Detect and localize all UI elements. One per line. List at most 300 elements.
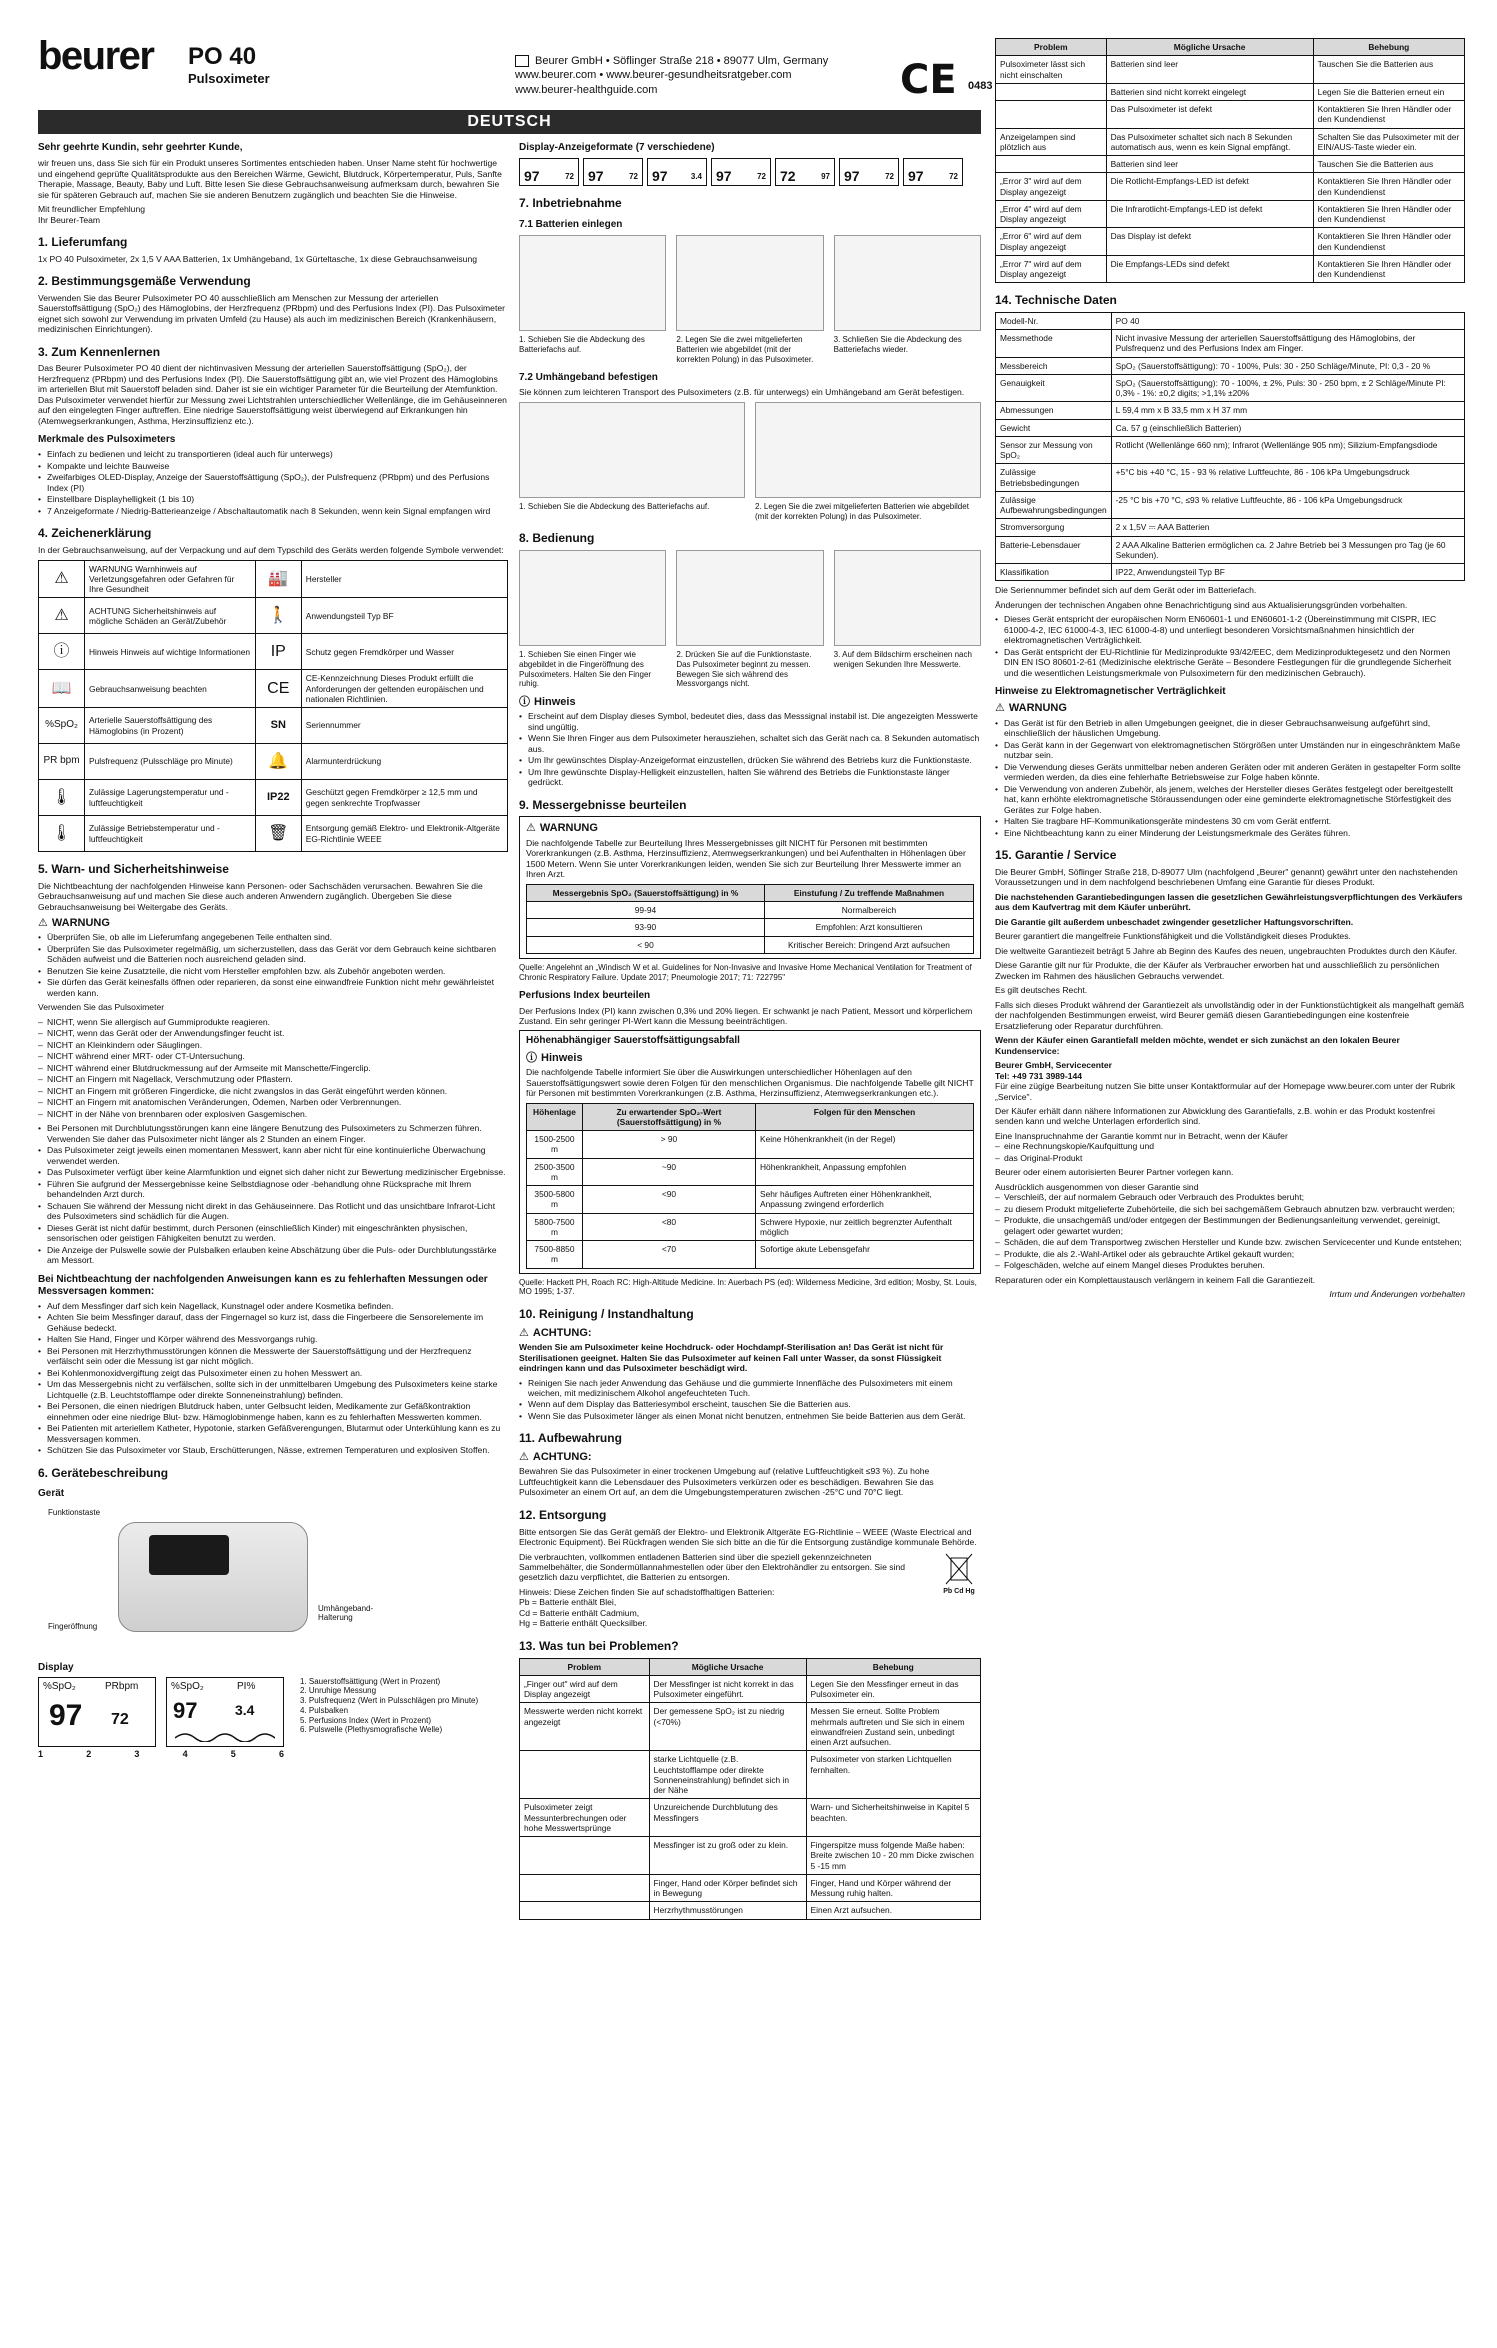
table-cell: +5°C bis +40 °C, 15 - 93 % relative Luftfeuchte, 86 - 106 kPa Umgebungsdruck bbox=[1111, 464, 1464, 492]
list-item: • Um Ihr gewünschtes Display-Anzeigeformat einzustellen, drücken Sie während des Betriebs kurz die Funktionstaste. bbox=[519, 755, 981, 765]
step-caption: 1. Schieben Sie die Abdeckung des Batteriefachs auf. bbox=[519, 501, 710, 511]
section-text: Falls sich dieses Produkt während der Garantiezeit als unvollständig oder in der Funktionstüchtigkeit als mangelhaft gemäß der nachfolgenden Bestimmungen erweist, wird Beurer gemäß diesen Garantiebedingungen eine kostenfreie Ersatzlieferung oder Reparatur durchführen. bbox=[995, 999, 1465, 1031]
altitude-box bbox=[519, 1030, 981, 1273]
table-cell bbox=[520, 1751, 650, 1799]
table-cell: „Error 7" wird auf dem Display angezeigt bbox=[996, 255, 1107, 283]
table-row bbox=[996, 200, 1465, 228]
table-row bbox=[996, 374, 1465, 402]
section-title: 6. Gerätebeschreibung bbox=[38, 1465, 169, 1480]
battery-steps bbox=[519, 235, 981, 364]
caution-icon: ⚠ bbox=[519, 1325, 529, 1339]
table-cell: Pulsfrequenz (Pulsschläge pro Minute) bbox=[85, 744, 256, 780]
source-note: Quelle: Angelehnt an „Windisch W et al. Guidelines for Non-Invasive and Invasive Home Mechanical Ventilation for Treatment of Chronic Respiratory Failure. Update 2017; Pneumologie 2017; 71: 722795" bbox=[519, 962, 972, 982]
list-item: – NICHT an Kleinkindern oder Säuglingen. bbox=[38, 1040, 508, 1050]
table-cell: Batterien sind nicht korrekt eingelegt bbox=[1106, 83, 1313, 100]
table-cell: Die Rotlicht-Empfangs-LED ist defekt bbox=[1106, 173, 1313, 201]
pi-label: PI% bbox=[237, 1680, 256, 1692]
subsection-title: 7.2 Umhängeband befestigen bbox=[519, 372, 658, 384]
usage-list bbox=[38, 1017, 508, 1119]
legend-item: 3. Pulsfrequenz (Wert in Pulsschlägen pro Minute) bbox=[300, 1696, 479, 1706]
list-item: • Zweifarbiges OLED-Display, Anzeige der Sauerstoffsättigung (SpO₂), der Pulsfrequenz (PRbpm) und des Perfusions Index (PI) bbox=[38, 472, 508, 493]
table-row bbox=[520, 1675, 981, 1703]
standards-list bbox=[995, 614, 1465, 678]
list-item: • Einfach zu bedienen und leicht zu transportieren (ideal auch für unterwegs) bbox=[38, 449, 508, 459]
caution-text: Wenden Sie am Pulsoximeter keine Hochdruck- oder Hochdampf-Sterilisation an! Das Gerät ist nicht für Sterilisationen geeignet. Halten Sie das Pulsoximeter auf keinen Fall unter Wasser, da sonst Flüssigkeit eindringen kann und das Pulsoximeter beschädigt wird. bbox=[519, 1342, 944, 1374]
table-cell: Der gemessene SpO₂ ist zu niedrig (<70%) bbox=[649, 1703, 806, 1751]
list-item: – NICHT während einer Blutdruckmessung auf der Armseite mit Manschette/Fingerclip. bbox=[38, 1063, 508, 1073]
warning-heading bbox=[995, 701, 1465, 715]
table-cell: 93-90 bbox=[527, 919, 765, 936]
table-row bbox=[527, 1131, 974, 1159]
table-row bbox=[39, 560, 508, 598]
caution-label: ACHTUNG: bbox=[532, 1326, 592, 1339]
display-format bbox=[903, 158, 963, 186]
table-row bbox=[996, 564, 1465, 581]
list-item: – NICHT, wenn das Gerät oder der Anwendungsfinger feucht ist. bbox=[38, 1028, 508, 1038]
table-row bbox=[520, 1751, 981, 1799]
footer-note: Irrtum und Änderungen vorbehalten bbox=[1329, 1289, 1465, 1300]
table-row bbox=[527, 1241, 974, 1269]
list-item: – eine Rechnungskopie/Kaufquittung und bbox=[995, 1141, 1465, 1151]
table-cell: 1500-2500 m bbox=[527, 1131, 583, 1159]
hint-list bbox=[519, 711, 981, 787]
table-cell bbox=[520, 1874, 650, 1902]
format-big-value: 97 bbox=[652, 168, 668, 185]
list-item: • Bei Personen mit Herzrhythmusstörungen können die Messwerte der Sauerstoffsättigung und der Herzfrequenz verfälscht sein oder die Messung ist gar nicht möglich. bbox=[38, 1346, 508, 1367]
section-text: Der Käufer erhält dann nähere Informationen zur Abwicklung des Garantiefalls, z.B. wohin er das Produkt kostenfrei senden kann und welche Unterlagen erforderlich sind. bbox=[995, 1106, 1435, 1127]
column-header: Folgen für den Menschen bbox=[755, 1103, 973, 1131]
section-text: Das Beurer Pulsoximeter PO 40 dient der nichtinvasiven Messung der arteriellen Sauerstoffsättigung (SpO₂), der Herzfrequenz (PRbpm) und des Perfusions Index (PI). Die Sauerstoffsättigung gibt an, wie viel Prozent des Hämoglobins im arteriellen Blut mit Sauerstoff beladen sind. Daher ist sie ein wichtiger Parameter für die Beurteilung der Atemfunktion. Das Pulsoximeter verwendet hierfür zur Messung zwei Lichtstrahlen unterschiedlicher Wellenlänge, die im Gehäuseinneren auf den eingelegten Finger auftreffen. Eine niedrige Sauerstoffsättigung weist überwiegend auf Erkrankungen hin (Atemwegserkrankungen, Asthma, Herzinsuffizienz etc.). bbox=[38, 363, 507, 426]
spo2-evaluation-table bbox=[526, 884, 974, 954]
ce-mark-icon: CE bbox=[900, 57, 957, 103]
section-text: 1x PO 40 Pulsoximeter, 2x 1,5 V AAA Batterien, 1x Umhängeband, 1x Gürteltasche, 1x diese Gebrauchsanweisung bbox=[38, 253, 478, 264]
altitude-table bbox=[526, 1103, 974, 1269]
table-cell: Legen Sie die Batterien erneut ein bbox=[1313, 83, 1464, 100]
list-item: – NICHT an Fingern mit Nagellack, Verschmutzung oder Pflastern. bbox=[38, 1074, 508, 1084]
symbol-table bbox=[38, 560, 508, 853]
table-cell: Ca. 57 g (einschließlich Batterien) bbox=[1111, 419, 1464, 436]
callout-number: 1 bbox=[38, 1748, 44, 1759]
display-format bbox=[647, 158, 707, 186]
table-cell: Pulsoximeter lässt sich nicht einschalten bbox=[996, 56, 1107, 84]
table-cell: Kontaktieren Sie Ihren Händler oder den Kundendienst bbox=[1313, 255, 1464, 283]
table-cell: Das Display ist defekt bbox=[1106, 228, 1313, 256]
step bbox=[834, 235, 981, 364]
weee-bin-icon: 🗑 bbox=[255, 816, 301, 852]
table-header-row bbox=[520, 1658, 981, 1675]
table-cell: 2 AAA Alkaline Batterien ermöglichen ca. 2 Jahre Betrieb bei 3 Messungen pro Tag (je 60 Sekunden). bbox=[1111, 536, 1464, 564]
display-formats bbox=[519, 158, 981, 186]
step-caption: 1. Schieben Sie einen Finger wie abgebildet in die Fingeröffnung des Pulsoximeters. Halten Sie den Finger ruhig. bbox=[519, 650, 652, 689]
section-text: Eine Inanspruchnahme der Garantie kommt nur in Betracht, wenn der Käufer bbox=[995, 1130, 1288, 1141]
operation-steps bbox=[519, 550, 981, 689]
section-text: Die Beurer GmbH, Söflinger Straße 218, D-89077 Ulm (nachfolgend „Beurer" genannt) gewährt unter den nachstehenden Voraussetzungen und in dem nachfolgend beschriebenen Umfang eine Garantie für dieses Produkt. bbox=[995, 866, 1458, 888]
display-mode-pi bbox=[166, 1677, 284, 1747]
list-item: • Das Pulsoximeter verfügt über keine Alarmfunktion und eignet sich daher nicht zur Bewertung medizinischer Ergebnisse. bbox=[38, 1167, 508, 1177]
feature-list bbox=[38, 449, 508, 516]
section-text: Die weltweite Garantiezeit beträgt 5 Jahre ab Beginn des Kaufes des neuen, ungebrauchten Produktes durch den Käufer. bbox=[995, 945, 1457, 956]
list-item: – NICHT während einer MRT- oder CT-Untersuchung. bbox=[38, 1051, 508, 1061]
column-header: Mögliche Ursache bbox=[649, 1658, 806, 1675]
legend-item: 4. Pulsbalken bbox=[300, 1705, 349, 1715]
table-row bbox=[996, 56, 1465, 84]
list-item: • Führen Sie aufgrund der Messergebnisse keine Selbstdiagnose oder -behandlung ohne Rücksprache mit Ihrem behandelnden Arzt durch. bbox=[38, 1179, 508, 1200]
table-row bbox=[527, 1186, 974, 1214]
callout-number: 5 bbox=[230, 1748, 236, 1759]
subsection-title: Höhenabhängiger Sauerstoffsättigungsabfall bbox=[526, 1035, 740, 1047]
list-item: • Das Pulsoximeter zeigt jeweils einen momentanen Messwert, kann aber nicht für eine kontinuierliche Überwachung verwendet werden. bbox=[38, 1145, 508, 1166]
format-small-value: 72 bbox=[565, 172, 574, 182]
info-icon: ⓘ bbox=[39, 634, 85, 670]
table-row bbox=[996, 83, 1465, 100]
format-big-value: 97 bbox=[908, 168, 924, 185]
display-format bbox=[839, 158, 899, 186]
table-row bbox=[527, 936, 974, 953]
pulse-symbol: PR bpm bbox=[39, 744, 85, 780]
step bbox=[676, 550, 823, 689]
step bbox=[755, 402, 981, 522]
subsection-title: Bei Nichtbeachtung der nachfolgenden Anweisungen kann es zu fehlerhaften Messungen oder Messversagen kommen: bbox=[38, 1273, 488, 1297]
list-item: • Dieses Gerät ist nicht dafür bestimmt, durch Personen (einschließlich Kinder) mit eingeschränkten physischen, sensorischen oder geistigen Fähigkeiten benutzt zu werden. bbox=[38, 1223, 508, 1244]
spo2-value: 97 bbox=[173, 1697, 198, 1723]
list-item: – NICHT in der Nähe von brennbaren oder explosiven Gasgemischen. bbox=[38, 1109, 508, 1119]
section-title: 13. Was tun bei Problemen? bbox=[519, 1638, 679, 1653]
warning-heading bbox=[526, 821, 974, 835]
table-cell: Sofortige akute Lebensgefahr bbox=[755, 1241, 973, 1269]
table-row bbox=[520, 1874, 981, 1902]
table-cell: Zulässige Aufbewahrungsbedingungen bbox=[996, 491, 1112, 519]
list-item: – Folgeschäden, welche auf einem Mangel dieses Produktes beruhen. bbox=[995, 1260, 1465, 1270]
list-item: • Die Verwendung dieses Geräts unmittelbar neben anderen Geräten oder mit anderen Geräten in gestapelter Form sollte vermieden werden, da dies eine fehlerhafte Betriebsweise zur Folge haben könnte. bbox=[995, 762, 1465, 783]
lanyard-steps bbox=[519, 402, 981, 522]
list-item: • Sie dürfen das Gerät keinesfalls öffnen oder reparieren, da sonst eine einwandfreie Funktion nicht mehr gewährleistet werden kann. bbox=[38, 977, 508, 998]
storage-temperature-icon: 🌡 bbox=[39, 780, 85, 816]
table-cell: Kontaktieren Sie Ihren Händler oder den Kundendienst bbox=[1313, 228, 1464, 256]
section-text: Die Nichtbeachtung der nachfolgenden Hinweise kann Personen- oder Sachschäden verursachen. Bewahren Sie die Gebrauchsanweisung auf und machen Sie diese auch anderen Anwendern zugänglich. Übergeben Sie diese Gebrauchsanweisung bei Weitergabe des Geräts. bbox=[38, 880, 483, 912]
list-item: • Wenn Sie das Pulsoximeter länger als einen Monat nicht benutzen, entnehmen Sie beide Batterien aus dem Gerät. bbox=[519, 1411, 981, 1421]
section-text: Die nachstehenden Garantiebedingungen lassen die gesetzlichen Gewährleistungsverpflichtungen des Verkäufers aus dem Kaufvertrag mit dem Käufer unberührt. bbox=[995, 891, 1463, 913]
table-cell: <90 bbox=[582, 1186, 755, 1214]
table-cell: Batterie-Lebensdauer bbox=[996, 536, 1112, 564]
step-caption: 3. Schließen Sie die Abdeckung des Batteriefachs wieder. bbox=[833, 335, 962, 354]
table-row bbox=[996, 357, 1465, 374]
disposal-block bbox=[519, 1552, 981, 1629]
table-row bbox=[996, 173, 1465, 201]
column-header: Behebung bbox=[1313, 39, 1464, 56]
section-text: Verwenden Sie das Beurer Pulsoximeter PO 40 ausschließlich am Menschen zur Messung der arteriellen Sauerstoffsättigung (SpO₂) des Hämoglobins, der Herzfrequenz (PRbpm) und des Perfusions Index (PI). Das Pulsoximeter eignet sich sowohl zur Verwendung im privaten Umfeld (zu Hause) als auch im medizinischen Bereich (Krankenhäusern, medizinischen Einrichtungen). bbox=[38, 292, 505, 335]
table-cell: „Error 4" wird auf dem Display angezeigt bbox=[996, 200, 1107, 228]
lanyard-attached-illustration bbox=[755, 402, 981, 498]
table-cell: Herzrhythmusstörungen bbox=[649, 1902, 806, 1919]
emc-list bbox=[995, 718, 1465, 838]
function-key-label: Funktionstaste bbox=[48, 1507, 101, 1517]
table-row bbox=[996, 436, 1465, 464]
manufacturer-contact bbox=[515, 54, 828, 97]
column-header: Mögliche Ursache bbox=[1106, 39, 1313, 56]
display-legend bbox=[300, 1677, 508, 1760]
format-small-value: 72 bbox=[757, 172, 766, 182]
list-item: • Wenn auf dem Display das Batteriesymbol erscheint, tauschen Sie die Batterien aus. bbox=[519, 1399, 981, 1409]
table-row bbox=[39, 744, 508, 780]
table-cell: Messmethode bbox=[996, 330, 1112, 358]
table-cell: < 90 bbox=[527, 936, 765, 953]
address-line: Beurer GmbH • Söflinger Straße 218 • 89077 Ulm, Germany bbox=[535, 55, 829, 67]
list-item: • Die Anzeige der Pulswelle sowie der Pulsbalken erlauben keine Abschätzung über die Puls- oder Durchblutungsstärke am Messort. bbox=[38, 1245, 508, 1266]
warning-label: WARNUNG bbox=[51, 917, 110, 930]
table-header-row bbox=[996, 39, 1465, 56]
table-cell: CE-Kennzeichnung Dieses Produkt erfüllt die Anforderungen der geltenden europäischen und nationalen Richtlinien. bbox=[301, 670, 507, 708]
caution-heading bbox=[519, 1450, 981, 1464]
step-caption: 2. Legen Sie die zwei mitgelieferten Batterien wie abgebildet (mit der korrekten Polung) in das Pulsoximeter. bbox=[755, 501, 969, 521]
list-item: • Das Gerät ist für den Betrieb in allen Umgebungen geeignet, die in dieser Gebrauchsanweisung aufgeführt sind, einschließlich der häuslichen Umgebung. bbox=[995, 718, 1465, 739]
column-header: Behebung bbox=[806, 1658, 980, 1675]
section-title: 10. Reinigung / Instandhaltung bbox=[519, 1307, 694, 1322]
section-title: 8. Bedienung bbox=[519, 531, 595, 546]
table-row bbox=[520, 1837, 981, 1875]
format-small-value: 72 bbox=[629, 172, 638, 182]
table-row bbox=[996, 419, 1465, 436]
crossed-bin-icon bbox=[944, 1552, 974, 1586]
step-caption: 2. Legen Sie die zwei mitgelieferten Batterien wie abgebildet (mit der korrekten Polung) in das Pulsoximeter. bbox=[676, 335, 814, 364]
battery-marks: Pb Cd Hg bbox=[943, 1588, 975, 1595]
product-subtitle: Pulsoximeter bbox=[188, 71, 270, 86]
table-row bbox=[39, 708, 508, 744]
section-text: Sie können zum leichteren Transport des Pulsoximeters (z.B. für unterwegs) ein Umhängeband am Gerät befestigen. bbox=[519, 387, 965, 398]
table-cell: Batterien sind leer bbox=[1106, 156, 1313, 173]
list-item: – NICHT an Fingern mit anatomischen Veränderungen, Ödemen, Narben oder Verbrennungen. bbox=[38, 1097, 508, 1107]
table-cell: Normalbereich bbox=[764, 902, 973, 919]
manufacturer-icon: 🏭 bbox=[255, 560, 301, 598]
battery-mark-note: Hg = Batterie enthält Quecksilber. bbox=[519, 1618, 648, 1629]
website-line: www.beurer.com • www.beurer-gesundheitsratgeber.com bbox=[515, 69, 792, 82]
table-cell: Messen Sie erneut. Sollte Problem mehrmals auftreten und Sie sich in einem einwandfreien Zustand sein, unbedingt einen Arzt aufsuchen. bbox=[806, 1703, 980, 1751]
warning-box bbox=[519, 816, 981, 958]
subsection-title: Perfusions Index beurteilen bbox=[519, 990, 651, 1002]
battery-mark-note: Hinweis: Diese Zeichen finden Sie auf schadstoffhaltigen Batterien: bbox=[519, 1586, 775, 1597]
table-cell: Modell-Nr. bbox=[996, 312, 1112, 329]
table-cell: Der Messfinger ist nicht korrekt in das Pulsoximeter eingeführt. bbox=[649, 1675, 806, 1703]
table-cell: Messwerte werden nicht korrekt angezeigt bbox=[520, 1703, 650, 1751]
table-cell: Finger, Hand und Körper während der Messung ruhig halten. bbox=[806, 1874, 980, 1902]
warranty-requirements bbox=[995, 1141, 1465, 1163]
list-item: • Das Gerät kann in der Gegenwart von elektromagnetischen Störgrößen unter Umständen nur in eingeschränktem Maße nutzbar sein. bbox=[995, 740, 1465, 761]
finger-insert-illustration bbox=[519, 550, 666, 646]
format-small-value: 72 bbox=[885, 172, 894, 182]
section-text: Diese Garantie gilt nur für Produkte, die der Käufer als Verbraucher erworben hat und ausschließlich zu persönlichen Zwecken im Rahmen des häuslichen Gebrauchs verwendet. bbox=[995, 960, 1440, 981]
factory-icon bbox=[515, 55, 529, 67]
table-cell: Kontaktieren Sie Ihren Händler oder den Kundendienst bbox=[1313, 200, 1464, 228]
table-cell: Anwendungsteil Typ BF bbox=[301, 598, 507, 634]
section-title: 15. Garantie / Service bbox=[995, 848, 1117, 863]
warning-icon: ⚠ bbox=[995, 701, 1005, 715]
intro-text: wir freuen uns, dass Sie sich für ein Produkt unseres Sortimentes entschieden haben. Unser Name steht für hochwertige und eingehend geprüfte Qualitätsprodukte aus den Bereichen Wärme, Gewicht, Blutdruck, Körpertemperatur, Puls, Sanfte Therapie, Massage, Beauty, Baby und Luft. Bitte lesen Sie diese Gebrauchsanweisung aufmerksam durch, bewahren Sie sie für späteren Gebrauch auf, machen Sie sie anderen Benutzern zugänglich und beachten Sie die Hinweise. bbox=[38, 158, 502, 200]
subsection-title: Hinweise zu Elektromagnetischer Verträglichkeit bbox=[995, 686, 1226, 698]
subsection-title: Merkmale des Pulsoximeters bbox=[38, 434, 176, 446]
spo2-label: %SpO₂ bbox=[171, 1680, 204, 1692]
table-cell: Anzeigelampen sind plötzlich aus bbox=[996, 128, 1107, 156]
section-text: Die Seriennummer befindet sich auf dem Gerät oder im Batteriefach. bbox=[995, 585, 1257, 596]
list-item: • Überprüfen Sie, ob alle im Lieferumfang angegebenen Teile enthalten sind. bbox=[38, 932, 508, 942]
list-item: – das Original-Produkt bbox=[995, 1153, 1465, 1163]
list-item: • Bei Kohlenmonoxidvergiftung zeigt das Pulsoximeter einen zu hohen Messwert an. bbox=[38, 1368, 508, 1378]
table-cell: PO 40 bbox=[1111, 312, 1464, 329]
spo2-value: 97 bbox=[49, 1698, 83, 1732]
list-item: – Schäden, die auf dem Transportweg zwischen Hersteller und Kunde bzw. zwischen Servicecenter und Kunde entstehen; bbox=[995, 1237, 1465, 1247]
table-cell: Einen Arzt aufsuchen. bbox=[806, 1902, 980, 1919]
table-row bbox=[520, 1799, 981, 1837]
display-format bbox=[711, 158, 771, 186]
table-cell: Stromversorgung bbox=[996, 519, 1112, 536]
usage-intro: Verwenden Sie das Pulsoximeter bbox=[38, 1002, 165, 1013]
table-cell: Genauigkeit bbox=[996, 374, 1112, 402]
pulse-wave-icon bbox=[175, 1730, 275, 1742]
section-text: Bitte entsorgen Sie das Gerät gemäß der Elektro- und Elektronik Altgeräte EG-Richtlinie – WEEE (Waste Electrical and Electronic Equipment). Bei Rückfragen wenden Sie sich bitte an die für die Entsorgung zuständige kommunale Behörde. bbox=[519, 1526, 977, 1548]
table-cell: Messbereich bbox=[996, 357, 1112, 374]
warranty-exclusions bbox=[995, 1192, 1465, 1270]
table-cell: IP22, Anwendungsteil Typ BF bbox=[1111, 564, 1464, 581]
table-cell: Finger, Hand oder Körper befindet sich in Bewegung bbox=[649, 1874, 806, 1902]
table-cell: <70 bbox=[582, 1241, 755, 1269]
format-small-value: 72 bbox=[949, 172, 958, 182]
callout-number: 3 bbox=[134, 1748, 140, 1759]
section-text: Beurer oder einem autorisierten Beurer Partner vorlegen kann. bbox=[995, 1167, 1234, 1178]
caution-icon: ⚠ bbox=[519, 1450, 529, 1464]
table-cell: Sehr häufiges Auftreten einer Höhenkrankheit, Anpassung zwingend erforderlich bbox=[755, 1186, 973, 1214]
table-row bbox=[39, 598, 508, 634]
table-cell: Zulässige Betriebsbedingungen bbox=[996, 464, 1112, 492]
hint-text: Die nachfolgende Tabelle informiert Sie über die Auswirkungen unterschiedlicher Höhenlagen auf den Sauerstoffsättigungswert sowie deren Folgen für den menschlichen Organismus. Die nachfolgende Tabelle gilt NICHT für Personen mit bestimmten Vorerkrankungen (z.B. Asthma, Herzinsuffizienz, Atemwegserkrankungen etc.). bbox=[526, 1067, 974, 1099]
table-cell bbox=[996, 101, 1107, 129]
lanyard-illustration bbox=[519, 402, 745, 498]
section-text: Beurer garantiert die mangelfreie Funktionsfähigkeit und die Vollständigkeit dieses Produktes. bbox=[995, 931, 1351, 942]
list-item: • Bei Personen mit Durchblutungsstörungen kann eine längere Benutzung des Pulsoximeters zu Schmerzen führen. Verwenden Sie daher das Pulsoximeter nicht länger als 2 Stunden an einem Finger. bbox=[38, 1123, 508, 1144]
format-big-value: 97 bbox=[716, 168, 732, 185]
table-cell: „Error 6" wird auf dem Display angezeigt bbox=[996, 228, 1107, 256]
section-title: 11. Aufbewahrung bbox=[519, 1431, 622, 1446]
inaccuracy-list bbox=[38, 1301, 508, 1456]
format-big-value: 97 bbox=[844, 168, 860, 185]
table-row bbox=[527, 919, 974, 936]
pi-value: 3.4 bbox=[235, 1701, 255, 1718]
table-cell: Keine Höhenkrankheit (in der Regel) bbox=[755, 1131, 973, 1159]
table-row bbox=[996, 101, 1465, 129]
section-text: Ausdrücklich ausgenommen von dieser Garantie sind bbox=[995, 1181, 1199, 1192]
column-left bbox=[38, 142, 508, 1760]
warning-text: Die nachfolgende Tabelle zur Beurteilung Ihres Messergebnisses gilt NICHT für Personen mit bestimmten Vorerkrankungen (z.B. Asthma, Herzinsuffizienz, Atemwegserkrankungen) und bei Aufenthalten in Höhenlagen über 1500 Metern. Wenn Sie unter Vorerkrankungen leiden, wenden Sie sich zur Beurteilung Ihrer Messwerte immer an Ihren Arzt. bbox=[526, 837, 966, 880]
section-text: Wenn der Käufer einen Garantiefall melden möchte, wendet er sich zunächst an den lokalen Beurer Kundenservice: bbox=[995, 1035, 1400, 1056]
list-item: • Halten Sie tragbare HF-Kommunikationsgeräte mindestens 30 cm vom Gerät entfernt. bbox=[995, 816, 1465, 826]
list-item: • Um das Messergebnis nicht zu verfälschen, sollte sich in der unmittelbaren Umgebung des Pulsoximeters keine starke Lichtquelle (z.B. Leuchtstofflampe oder direkte Sonneneinstrahlung) befinden. bbox=[38, 1379, 508, 1400]
table-cell: Alarmunterdrückung bbox=[301, 744, 507, 780]
battery-cover-illustration bbox=[519, 235, 666, 331]
table-row bbox=[996, 330, 1465, 358]
table-cell: 2 x 1,5V ⎓ AAA Batterien bbox=[1111, 519, 1464, 536]
hint-heading bbox=[526, 1051, 974, 1065]
table-cell: Tauschen Sie die Batterien aus bbox=[1313, 56, 1464, 84]
warning-label: WARNUNG bbox=[539, 822, 598, 835]
pr-label: PRbpm bbox=[105, 1680, 139, 1692]
display-format bbox=[519, 158, 579, 186]
table-cell: Empfohlen: Arzt konsultieren bbox=[764, 919, 973, 936]
column-middle bbox=[519, 142, 981, 1920]
table-cell: L 59,4 mm x B 33,5 mm x H 37 mm bbox=[1111, 402, 1464, 419]
battery-mark-note: Pb = Batterie enthält Blei, bbox=[519, 1597, 617, 1608]
list-item: – Produkte, die als 2.-Wahl-Artikel oder als gebrauchte Artikel gekauft wurden; bbox=[995, 1249, 1465, 1259]
table-cell: Fingerspitze muss folgende Maße haben: Breite zwischen 10 - 20 mm Dicke zwischen 5 -15 mm bbox=[806, 1837, 980, 1875]
table-cell: Kontaktieren Sie Ihren Händler oder den Kundendienst bbox=[1313, 173, 1464, 201]
warning-heading bbox=[38, 916, 508, 930]
display-mode-pulse bbox=[38, 1677, 156, 1747]
table-row bbox=[996, 228, 1465, 256]
table-cell: Pulsoximeter zeigt Messunterbrechungen oder hohe Messwertsprünge bbox=[520, 1799, 650, 1837]
table-cell: Tauschen Sie die Batterien aus bbox=[1313, 156, 1464, 173]
alarm-mute-icon: 🔔 bbox=[255, 744, 301, 780]
list-item: • Schützen Sie das Pulsoximeter vor Staub, Erschütterungen, Nässe, extremen Temperaturen und explosiven Stoffen. bbox=[38, 1445, 508, 1455]
section-title: 4. Zeichenerklärung bbox=[38, 526, 152, 541]
service-address: Beurer GmbH, Servicecenter bbox=[995, 1060, 1113, 1071]
info-icon: ⓘ bbox=[526, 1050, 537, 1064]
table-cell: Die Empfangs-LEDs sind defekt bbox=[1106, 255, 1313, 283]
source-note: Quelle: Hackett PH, Roach RC: High-Altitude Medicine. In: Auerbach PS (ed): Wilderness Medicine, 3rd edition; Mosby, St. Louis, MO 1995; 1-37. bbox=[519, 1277, 977, 1297]
step-caption: 3. Auf dem Bildschirm erscheinen nach wenigen Sekunden Ihre Messwerte. bbox=[833, 650, 972, 669]
table-cell: Schwere Hypoxie, nur zeitlich begrenzter Aufenthalt möglich bbox=[755, 1213, 973, 1241]
legend-item: 1. Sauerstoffsättigung (Wert in Prozent) bbox=[300, 1676, 441, 1686]
oximeter-device bbox=[118, 1522, 308, 1632]
table-cell: Batterien sind leer bbox=[1106, 56, 1313, 84]
list-item: • Das Gerät entspricht der EU-Richtlinie für Medizinprodukte 93/42/EEC, dem Medizinproduktegesetz und den Normen DIN EN ISO 80601-2-61 (Medizinische elektrische Geräte – Besondere Festlegungen für die grundlegende Sicherheit und die wesentlichen Leistungsmerkmale von Pulsoximetern für den medizinischen Gebrauch). bbox=[995, 647, 1465, 678]
manual-icon: 📖 bbox=[39, 670, 85, 708]
battery-close-illustration bbox=[834, 235, 981, 331]
list-item: • Bei Personen, die einen niedrigen Blutdruck haben, unter Gelbsucht leiden, Medikamente zur Gefäßkontraktion einnehmen oder eine niedrige Blut- bzw. Hämoglobinmenge haben, kann es zu fehlerhaften Messwerten kommen. bbox=[38, 1401, 508, 1422]
table-row bbox=[996, 519, 1465, 536]
service-phone: Tel: +49 731 3989-144 bbox=[995, 1070, 1083, 1081]
website-line: www.beurer-healthguide.com bbox=[515, 83, 658, 96]
troubleshooting-table-continued bbox=[995, 38, 1465, 283]
table-row bbox=[527, 1158, 974, 1186]
table-cell bbox=[996, 83, 1107, 100]
warning-icon: ⚠ bbox=[39, 560, 85, 598]
table-cell: 7500-8850 m bbox=[527, 1241, 583, 1269]
spo2-symbol: %SpO₂ bbox=[39, 708, 85, 744]
table-cell: Warn- und Sicherheitshinweise in Kapitel 5 beachten. bbox=[806, 1799, 980, 1837]
table-cell: ~90 bbox=[582, 1158, 755, 1186]
table-cell: <80 bbox=[582, 1213, 755, 1241]
section-text: Der Perfusions Index (PI) kann zwischen 0,3% und 20% liegen. Er schwankt je nach Patient, Messort und körperlichem Zustand. Ein sehr geringer PI-Wert kann die Messung beeinträchtigen. bbox=[519, 1005, 973, 1026]
table-cell: Kritischer Bereich: Dringend Arzt aufsuchen bbox=[764, 936, 973, 953]
ip-icon: IP bbox=[255, 634, 301, 670]
table-cell: SpO₂ (Sauerstoffsättigung): 70 - 100%, Puls: 30 - 250 Schläge/Minute, PI: 0,3 - 20 % bbox=[1111, 357, 1464, 374]
table-row bbox=[520, 1902, 981, 1919]
table-cell: Die Infrarotlicht-Empfangs-LED ist defekt bbox=[1106, 200, 1313, 228]
hint-label: Hinweis bbox=[541, 1051, 583, 1064]
list-item: • Dieses Gerät entspricht der europäischen Norm EN60601-1 und EN60601-1-2 (Übereinstimmung mit CISPR, IEC 61000-4-2, IEC 61000-4-3, IEC 61000-4-8) und unterliegt besonderen Vorsichtsmaßnahmen hinsichtlich der elektromagnetischen Verträglichkeit. bbox=[995, 614, 1465, 645]
list-item: • Achten Sie beim Messfinger darauf, dass der Fingernagel so kurz ist, dass die Fingerbeere die Sensorelemente im Gehäuse bedeckt. bbox=[38, 1312, 508, 1333]
list-item: • Eine Nichtbeachtung kann zu einer Minderung der Leistungsmerkmale des Gerätes führen. bbox=[995, 828, 1465, 838]
table-cell: Zulässige Betriebstemperatur und -luftfeuchtigkeit bbox=[85, 816, 256, 852]
table-cell: 3500-5800 m bbox=[527, 1186, 583, 1214]
table-cell: Gebrauchsanweisung beachten bbox=[85, 670, 256, 708]
step bbox=[519, 550, 666, 689]
subsection-title: 7.1 Batterien einlegen bbox=[519, 218, 623, 230]
section-text: Es gilt deutsches Recht. bbox=[995, 985, 1088, 996]
table-cell: Legen Sie den Messfinger erneut in das Pulsoximeter ein. bbox=[806, 1675, 980, 1703]
table-cell: Nicht invasive Messung der arteriellen Sauerstoffsättigung des Hämoglobins, der Pulsfrequenz und des Perfusions Index am Finger. bbox=[1111, 330, 1464, 358]
column-header: Höhenlage bbox=[527, 1103, 583, 1131]
list-item: • Benutzen Sie keine Zusatzteile, die nicht vom Hersteller empfohlen bzw. als Zubehör angeboten werden. bbox=[38, 966, 508, 976]
reading-illustration bbox=[834, 550, 981, 646]
step bbox=[519, 402, 745, 522]
column-header: Problem bbox=[520, 1658, 650, 1675]
